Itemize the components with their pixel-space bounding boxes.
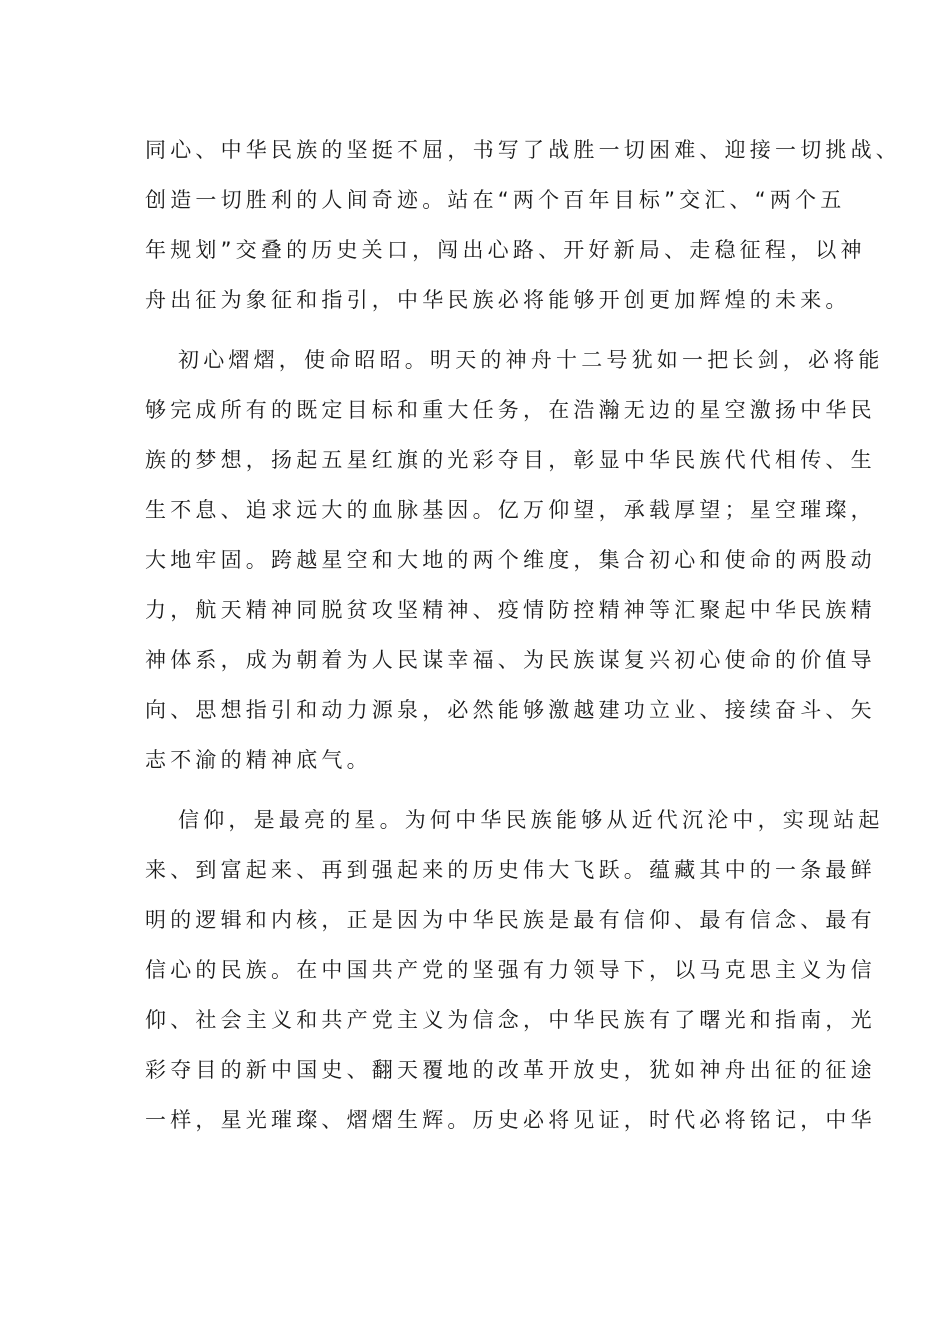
text-line: 信仰，是最亮的星。为何中华民族能够从近代沉沦中，实现站起 [178,808,884,832]
text-line: 生不息、追求远大的血脉基因。亿万仰望，承载厚望；星空璀璨， [145,498,876,522]
text-line: 初心熠熠，使命昭昭。明天的神舟十二号犹如一把长剑，必将能 [178,348,884,372]
text-line: 大地牢固。跨越星空和大地的两个维度，集合初心和使命的两股动 [145,548,876,572]
text-line: 一样，星光璀璨、熠熠生辉。历史必将见证，时代必将铭记，中华 [145,1108,876,1132]
text-line: 族的梦想，扬起五星红旗的光彩夺目，彰显中华民族代代相传、生 [145,448,876,472]
text-line: 信心的民族。在中国共产党的坚强有力领导下，以马克思主义为信 [145,958,876,982]
text-line: 志不渝的精神底气。 [145,748,372,772]
text-line: 年规划”交叠的历史关口，闯出心路、开好新局、走稳征程，以神 [145,238,866,262]
text-line: 彩夺目的新中国史、翻天覆地的改革开放史，犹如神舟出征的征途 [145,1058,876,1082]
text-line: 同心、中华民族的坚挺不屈，书写了战胜一切困难、迎接一切挑战、 [145,138,901,162]
text-line: 明的逻辑和内核，正是因为中华民族是最有信仰、最有信念、最有 [145,908,876,932]
text-line: 仰、社会主义和共产党主义为信念，中华民族有了曙光和指南，光 [145,1008,876,1032]
text-line: 向、思想指引和动力源泉，必然能够激越建功立业、接续奋斗、矢 [145,698,876,722]
text-line: 创造一切胜利的人间奇迹。站在“两个百年目标”交汇、“两个五 [145,188,846,212]
text-line: 来、到富起来、再到强起来的历史伟大飞跃。蕴藏其中的一条最鲜 [145,858,876,882]
text-line: 够完成所有的既定目标和重大任务，在浩瀚无边的星空激扬中华民 [145,398,876,422]
text-line: 力，航天精神同脱贫攻坚精神、疫情防控精神等汇聚起中华民族精 [145,598,876,622]
text-line: 舟出征为象征和指引，中华民族必将能够开创更加辉煌的未来。 [145,288,851,312]
text-line: 神体系，成为朝着为人民谋幸福、为民族谋复兴初心使命的价值导 [145,648,876,672]
